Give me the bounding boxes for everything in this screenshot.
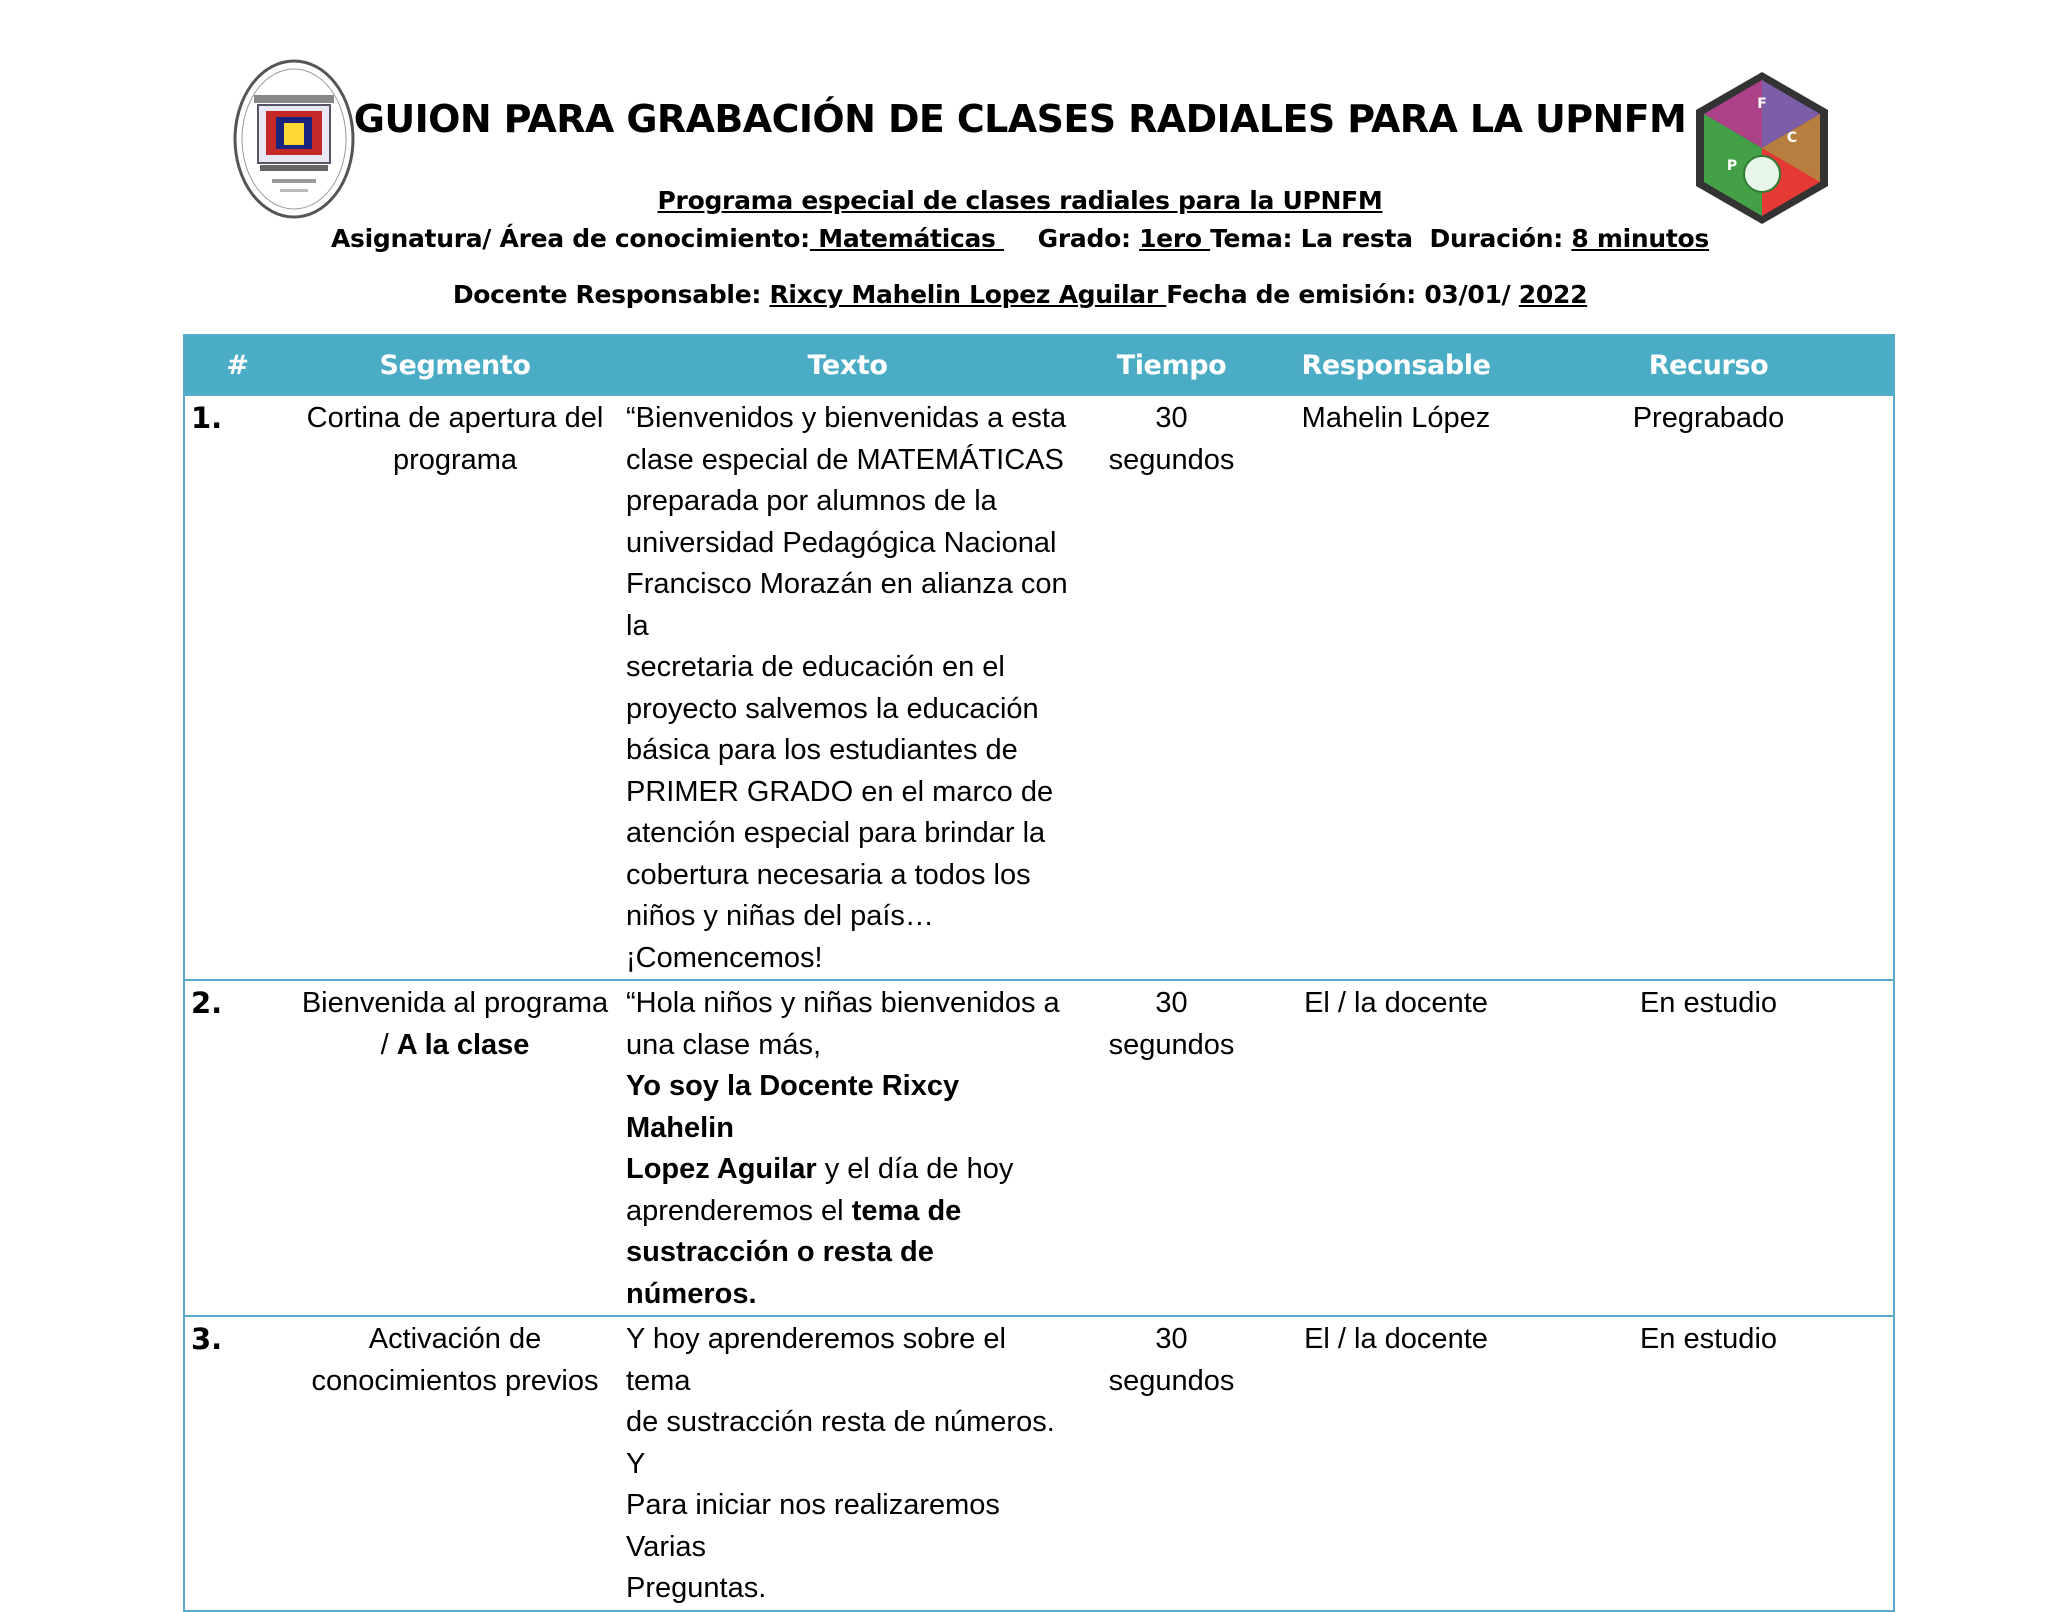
header-segmento: Segmento <box>290 335 620 395</box>
header-num: # <box>184 335 290 395</box>
script-table <box>183 334 1895 1612</box>
resource-cell: En estudio <box>1524 1316 1894 1611</box>
duracion-value: 8 minutos <box>1571 224 1709 253</box>
text-line: ¡Comencemos! <box>626 941 823 974</box>
segment-cell <box>290 1316 620 1611</box>
text-line: universidad Pedagógica Nacional <box>626 526 1057 559</box>
text-line: PRIMER GRADO en el marco de <box>626 775 1054 808</box>
program-subtitle-text: Programa especial de clases radiales para la UPNFM <box>657 186 1383 215</box>
text-line: clase especial de MATEMÁTICAS <box>626 443 1064 476</box>
time-unit: segundos <box>1108 1028 1235 1061</box>
segment-cell: Cortina de apertura del programa <box>290 395 620 980</box>
table-row <box>184 1316 1894 1611</box>
subject-info-line <box>280 224 1760 253</box>
header-responsable: Responsable <box>1268 335 1524 395</box>
text-line: proyecto salvemos la educación <box>626 692 1039 725</box>
page-title: GUION PARA GRABACIÓN DE CLASES RADIALES PARA LA UPNFM <box>353 97 1687 141</box>
logo-letter-c: C <box>1786 130 1798 146</box>
row-number: 3. <box>184 1316 290 1611</box>
tema-label: Tema: La resta <box>1210 224 1413 253</box>
text-plain: y el día de hoy <box>816 1153 1014 1185</box>
text-line: Para iniciar nos realizaremos Varias <box>626 1489 1000 1563</box>
text-line: preparada por alumnos de la <box>626 485 997 517</box>
text-line: Yo soy la Docente Rixcy Mahelin <box>626 1070 960 1144</box>
row-number: 2. <box>184 980 290 1316</box>
asignatura-value: Matemáticas <box>809 224 1005 253</box>
text-line <box>626 1191 1069 1233</box>
program-subtitle <box>280 186 1760 215</box>
text-line: atención especial para brindar la <box>626 817 1046 849</box>
time-value: 30 <box>1155 987 1188 1019</box>
duracion-label: Duración: <box>1429 224 1563 253</box>
text-plain: aprenderemos el <box>626 1194 852 1227</box>
docente-label: Docente Responsable: <box>452 280 762 309</box>
header-recurso: Recurso <box>1524 335 1894 395</box>
table-row <box>184 980 1894 1316</box>
time-cell <box>1075 980 1268 1316</box>
logo-letter-p: P <box>1726 158 1738 174</box>
logo-letter-f: F <box>1757 96 1767 112</box>
text-bold: Lopez Aguilar <box>626 1153 817 1185</box>
time-value: 30 <box>1155 1323 1188 1355</box>
segment-line: conocimientos previos <box>311 1364 599 1397</box>
table-header-row <box>184 335 1894 395</box>
text-line: Preguntas. <box>626 1572 767 1604</box>
segment-line <box>296 1025 614 1067</box>
time-unit: segundos <box>1108 443 1235 476</box>
fecha-label: Fecha de emisión: 03/01/ <box>1166 280 1519 309</box>
fecha-year: 2022 <box>1518 280 1588 309</box>
text-line: secretaria de educación en el <box>626 651 1005 683</box>
responsible-cell: Mahelin López <box>1268 395 1524 980</box>
header-tiempo: Tiempo <box>1075 335 1268 395</box>
docente-value: Rixcy Mahelin Lopez Aguilar <box>769 280 1167 309</box>
asignatura-label: Asignatura/ Área de conocimiento: <box>331 224 810 253</box>
time-cell <box>1075 395 1268 980</box>
header-texto: Texto <box>620 335 1075 395</box>
grado-label: Grado: <box>1037 224 1131 253</box>
segment-line: Bienvenida al programa <box>301 987 609 1019</box>
text-line: “Bienvenidos y bienvenidas a esta <box>626 402 1067 434</box>
text-line: de sustracción resta de números. Y <box>626 1406 1055 1480</box>
grado-value: 1ero <box>1139 224 1211 253</box>
text-cell <box>620 1316 1075 1611</box>
text-line: niños y niñas del país… <box>626 900 934 932</box>
time-unit: segundos <box>1108 1364 1235 1397</box>
text-cell <box>620 395 1075 980</box>
text-line: una clase más, <box>626 1028 822 1061</box>
text-line <box>626 1149 1069 1191</box>
segment-line: Activación de <box>368 1323 542 1355</box>
text-line: “Hola niños y niñas bienvenidos a <box>626 987 1060 1019</box>
text-line: Francisco Morazán en alianza con la <box>626 568 1068 642</box>
responsible-cell: El / la docente <box>1268 1316 1524 1611</box>
table-row <box>184 395 1894 980</box>
segment-slash: / <box>380 1028 397 1061</box>
text-line: Y hoy aprenderemos sobre el tema <box>626 1323 1006 1397</box>
resource-cell: Pregrabado <box>1524 395 1894 980</box>
teacher-info-line <box>280 280 1760 309</box>
text-line: sustracción o resta de números. <box>626 1236 934 1310</box>
time-value: 30 <box>1155 402 1188 434</box>
row-number: 1. <box>184 395 290 980</box>
resource-cell: En estudio <box>1524 980 1894 1316</box>
segment-bold: A la clase <box>396 1028 530 1061</box>
text-bold: tema de <box>851 1194 962 1227</box>
time-cell <box>1075 1316 1268 1611</box>
segment-cell <box>290 980 620 1316</box>
text-line: básica para los estudiantes de <box>626 734 1018 766</box>
text-cell <box>620 980 1075 1316</box>
text-line: cobertura necesaria a todos los <box>626 858 1031 891</box>
responsible-cell: El / la docente <box>1268 980 1524 1316</box>
